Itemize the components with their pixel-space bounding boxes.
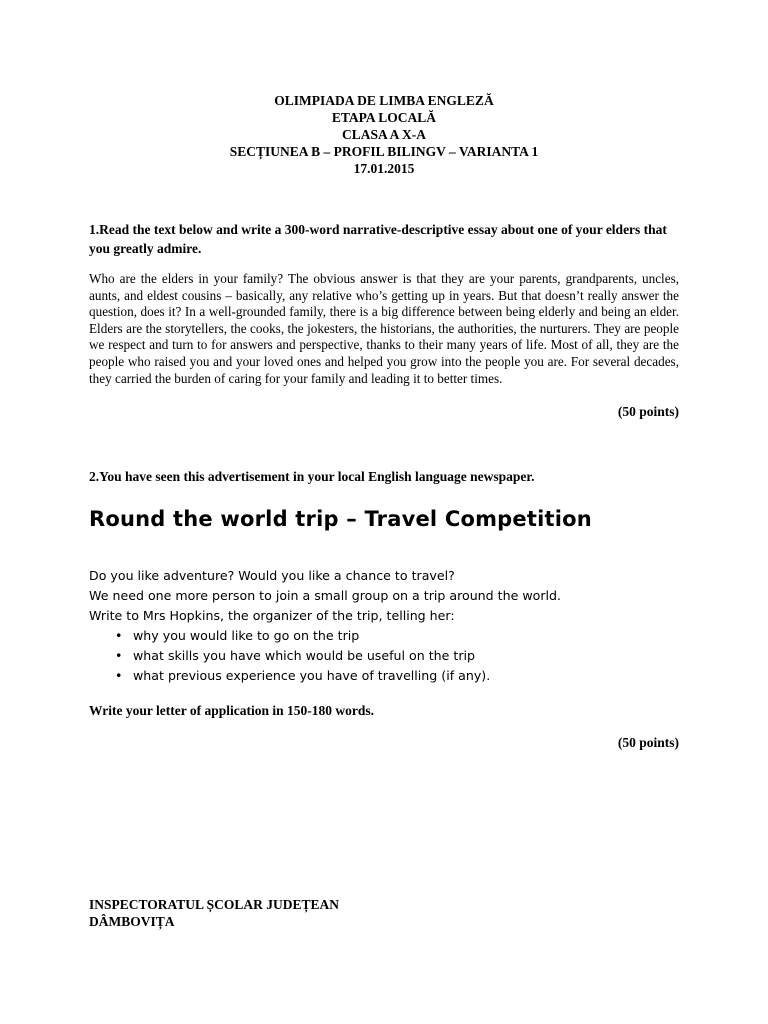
question-2-points: (50 points) [617,735,679,750]
question-1-title: 1.Read the text below and write a 300-word narrative-descriptive essay about one of your elders that you greatly admire. [89,222,667,256]
advertisement-bullet-list [89,626,689,686]
question-2-title: 2.You have seen this advertisement in your local English language newspaper. [89,469,535,484]
exam-header [0,92,768,177]
list-item [115,626,689,646]
advertisement-line-2: We need one more person to join a small group on a trip around the world. [89,588,562,603]
bullet-icon: • [115,648,123,663]
question-2-instruction: Write your letter of application in 150-180 words. [89,703,374,718]
advertisement-line-1: Do you like adventure? Would you like a chance to travel? [89,568,455,583]
inspectorate-name: INSPECTORATUL ȘCOLAR JUDEȚEAN [89,897,340,912]
list-item [115,666,689,686]
advertisement-line-3: Write to Mrs Hopkins, the organizer of the trip, telling her: [89,608,455,623]
bullet-icon: • [115,668,123,683]
class-title: CLASA A X-A [341,127,427,142]
exam-date: 17.01.2015 [353,161,415,176]
list-item-text: what previous experience you have of travelling (if any). [133,668,491,683]
question-1-text: Who are the elders in your family? The obvious answer is that they are your parents, grandparents, uncles, aunts, and eldest cousins – basically, any relative who’s getting up in years. But that doesn’t really answer the question, does it? In a well-grounded family, there is a big difference between being elderly and being an elder. Elders are the storytellers, the cooks, the jokesters, the historians, the authorities, the nurturers. They are people we respect and turn to for answers and perspective, thanks to their many years of life. Most of all, they are the people who raised you and your loved ones and helped you grow into the people you are. For several decades, they carried the burden of caring for your family and leading it to better times. [89,271,679,386]
issuer-footer [89,896,339,930]
bullet-icon: • [115,628,123,643]
county-name: DÂMBOVIȚA [89,914,175,929]
question-1-points: (50 points) [617,404,679,419]
stage-title: ETAPA LOCALĂ [331,110,437,125]
list-item-text: why you would like to go on the trip [133,628,360,643]
advertisement-body [89,566,689,686]
olympiad-title: OLIMPIADA DE LIMBA ENGLEZĂ [274,93,494,108]
list-item-text: what skills you have which would be useful on the trip [133,648,475,663]
list-item [115,646,689,666]
advertisement-title: Round the world trip – Travel Competition [89,507,592,531]
section-title: SECȚIUNEA B – PROFIL BILINGV – VARIANTA 1 [229,144,539,159]
